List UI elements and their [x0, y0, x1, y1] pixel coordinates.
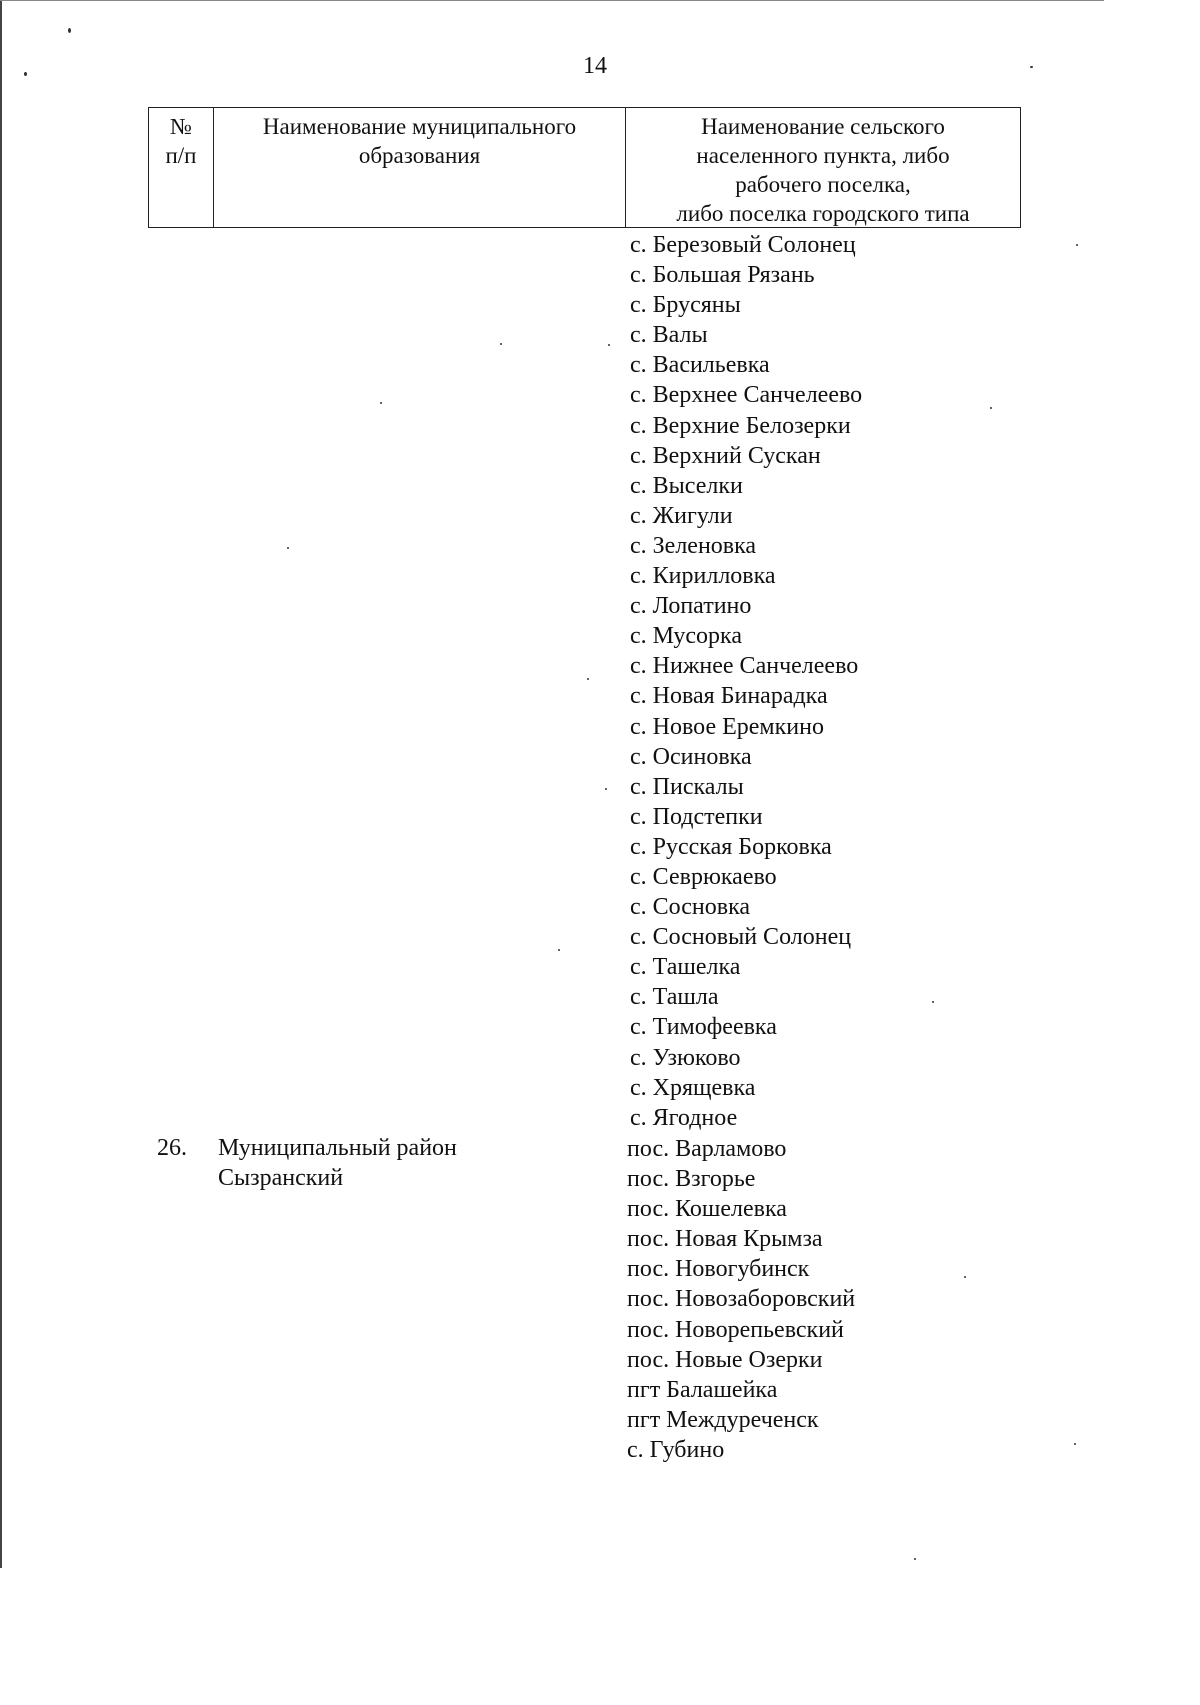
scan-edge-line [0, 0, 2, 1568]
scan-speck [1074, 1443, 1076, 1445]
scan-top-edge [0, 0, 1104, 1]
settlement-item: пос. Новорепьевский [627, 1316, 844, 1343]
settlement-item: пос. Новые Озерки [627, 1346, 823, 1373]
settlement-item: с. Русская Борковка [630, 833, 832, 860]
settlement-list-continued [630, 230, 862, 1133]
settlement-item: с. Пискалы [630, 773, 744, 800]
page-number: 14 [583, 53, 607, 79]
scan-speck [587, 678, 589, 680]
settlement-item: с. Ташелка [630, 954, 741, 981]
scan-speck [914, 1558, 916, 1560]
scan-speck [608, 344, 610, 346]
settlement-item: пгт Балашейка [627, 1376, 778, 1403]
settlement-item: пос. Новозаборовский [627, 1286, 856, 1313]
settlement-item: с. Жигули [630, 502, 733, 529]
settlement-item: с. Сосновка [630, 894, 751, 921]
settlement-item: с. Подстепки [630, 803, 763, 830]
scan-speck [964, 1276, 966, 1278]
settlement-item: пгт Междуреченск [627, 1406, 819, 1433]
settlement-item: пос. Новогубинск [627, 1256, 810, 1283]
settlement-item: с. Кирилловка [630, 563, 776, 590]
municipality-name-line: Сызранский [218, 1165, 344, 1191]
header-settlement-line: населенного пункта, либо [696, 143, 950, 168]
settlement-item: с. Выселки [630, 472, 743, 499]
header-cell-settlement [626, 108, 1020, 227]
settlement-item: с. Большая Рязань [630, 262, 815, 289]
settlement-item: с. Ташла [630, 984, 719, 1011]
municipality-name [218, 1133, 457, 1193]
settlement-item: с. Лопатино [630, 593, 752, 620]
scan-speck [380, 402, 382, 404]
settlement-item: с. Узюково [630, 1044, 741, 1071]
settlement-item: пос. Взгорье [627, 1166, 756, 1193]
municipality-name-line: Муниципальный район [218, 1135, 457, 1161]
settlement-item: с. Зеленовка [630, 532, 757, 559]
settlement-item: пос. Новая Крымза [627, 1226, 823, 1253]
settlement-item: с. Хрящевка [630, 1074, 756, 1101]
scan-speck [990, 407, 992, 409]
scan-speck [605, 788, 607, 790]
scan-speck [68, 28, 71, 33]
settlement-item: с. Осиновка [630, 743, 752, 770]
settlement-item: с. Березовый Солонец [630, 232, 856, 258]
settlement-item: с. Васильевка [630, 352, 770, 379]
scan-speck [932, 1001, 934, 1003]
scan-speck [287, 547, 289, 549]
settlement-item: с. Мусорка [630, 623, 742, 650]
header-municipality-line: Наименование муниципального [262, 114, 577, 139]
settlement-item: с. Верхние Белозерки [630, 412, 851, 439]
settlement-item: с. Новое Еремкино [630, 713, 824, 740]
header-settlement-line: Наименование сельского [701, 114, 945, 139]
settlement-item: с. Губино [627, 1436, 725, 1463]
settlement-item: с. Севрюкаево [630, 863, 777, 890]
settlement-item: с. Верхний Сускан [630, 442, 821, 469]
scan-speck [558, 949, 560, 951]
settlement-item: с. Брусяны [630, 292, 741, 319]
scan-speck [1030, 66, 1033, 68]
header-number-line: № [170, 114, 192, 139]
header-settlement-line: рабочего поселка, [735, 172, 911, 197]
settlement-list-syzran [627, 1134, 855, 1465]
scan-speck [500, 343, 502, 345]
header-cell-municipality [214, 108, 626, 227]
entry-number: 26. [157, 1135, 187, 1161]
header-number-line: п/п [165, 143, 197, 168]
scan-speck [1076, 244, 1078, 246]
table-header [148, 107, 1021, 228]
settlement-item: пос. Варламово [627, 1136, 787, 1162]
settlement-item: с. Валы [630, 322, 708, 349]
settlement-item: с. Верхнее Санчелеево [630, 382, 863, 409]
settlement-item: с. Нижнее Санчелеево [630, 653, 859, 680]
settlement-item: пос. Кошелевка [627, 1196, 787, 1223]
settlement-item: с. Ягодное [630, 1104, 738, 1131]
header-settlement-line: либо поселка городского типа [676, 201, 970, 226]
header-cell-number [149, 108, 214, 227]
header-municipality-line: образования [358, 143, 481, 168]
settlement-item: с. Новая Бинарадка [630, 683, 828, 710]
settlement-item: с. Тимофеевка [630, 1014, 777, 1041]
scan-speck [24, 72, 27, 76]
settlement-item: с. Сосновый Солонец [630, 924, 852, 951]
